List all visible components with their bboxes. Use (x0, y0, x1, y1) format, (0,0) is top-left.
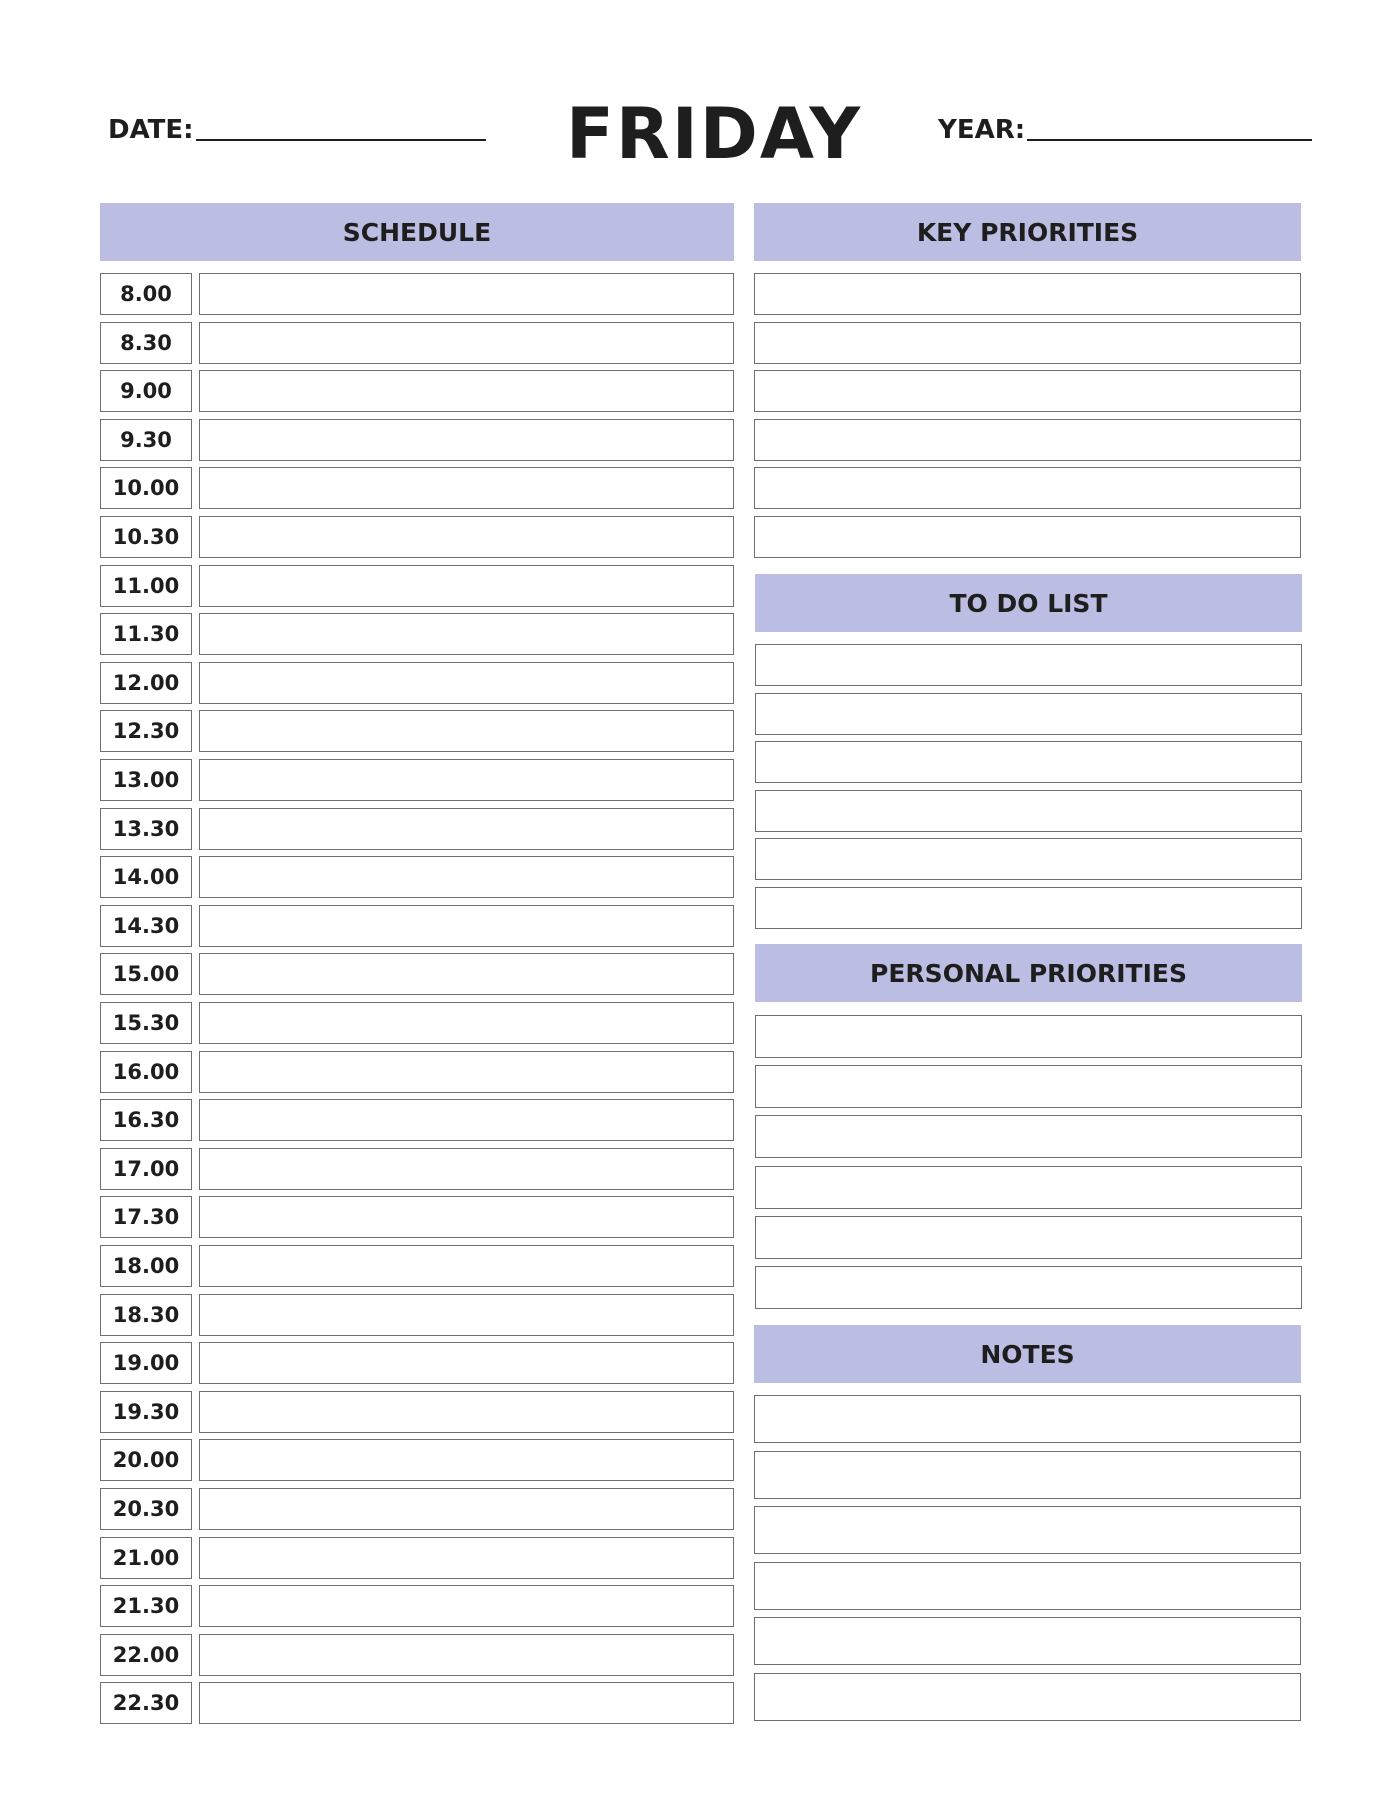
schedule-entry-box[interactable] (199, 1002, 734, 1044)
schedule-time-label: 8.30 (100, 322, 192, 364)
schedule-time-label: 14.00 (100, 856, 192, 898)
schedule-time-label: 12.30 (100, 710, 192, 752)
todo-header: TO DO LIST (755, 574, 1302, 632)
year-label: YEAR: (938, 115, 1026, 145)
schedule-entry-box[interactable] (199, 1585, 734, 1627)
notes-row[interactable] (754, 1673, 1301, 1721)
personal-priority-row[interactable] (755, 1015, 1302, 1058)
todo-row[interactable] (755, 644, 1302, 686)
schedule-time-label: 17.30 (100, 1196, 192, 1238)
schedule-time-label: 19.30 (100, 1391, 192, 1433)
day-title: FRIDAY (566, 93, 863, 175)
schedule-entry-box[interactable] (199, 1488, 734, 1530)
schedule-time-label: 15.30 (100, 1002, 192, 1044)
todo-row[interactable] (755, 693, 1302, 735)
todo-row[interactable] (755, 838, 1302, 880)
key-priority-row[interactable] (754, 322, 1301, 364)
schedule-entry-box[interactable] (199, 516, 734, 558)
schedule-entry-box[interactable] (199, 1051, 734, 1093)
schedule-time-label: 22.30 (100, 1682, 192, 1724)
schedule-entry-box[interactable] (199, 662, 734, 704)
personal-priority-row[interactable] (755, 1216, 1302, 1259)
schedule-entry-box[interactable] (199, 759, 734, 801)
schedule-entry-box[interactable] (199, 905, 734, 947)
schedule-entry-box[interactable] (199, 808, 734, 850)
key-priority-row[interactable] (754, 419, 1301, 461)
schedule-entry-box[interactable] (199, 273, 734, 315)
schedule-entry-box[interactable] (199, 613, 734, 655)
schedule-entry-box[interactable] (199, 1245, 734, 1287)
schedule-time-label: 16.00 (100, 1051, 192, 1093)
schedule-entry-box[interactable] (199, 1294, 734, 1336)
schedule-entry-box[interactable] (199, 1148, 734, 1190)
personal-priority-row[interactable] (755, 1166, 1302, 1209)
schedule-time-label: 9.00 (100, 370, 192, 412)
schedule-entry-box[interactable] (199, 419, 734, 461)
notes-header: NOTES (754, 1325, 1301, 1383)
schedule-time-label: 11.30 (100, 613, 192, 655)
schedule-entry-box[interactable] (199, 1537, 734, 1579)
todo-row[interactable] (755, 887, 1302, 929)
schedule-time-label: 18.00 (100, 1245, 192, 1287)
year-field (938, 113, 1312, 145)
date-field (108, 113, 486, 145)
schedule-time-label: 10.30 (100, 516, 192, 558)
schedule-entry-box[interactable] (199, 370, 734, 412)
schedule-time-label: 12.00 (100, 662, 192, 704)
schedule-time-label: 16.30 (100, 1099, 192, 1141)
schedule-time-label: 9.30 (100, 419, 192, 461)
key-priority-row[interactable] (754, 467, 1301, 509)
schedule-entry-box[interactable] (199, 1634, 734, 1676)
schedule-time-label: 8.00 (100, 273, 192, 315)
date-label: DATE: (108, 115, 194, 145)
year-input-line[interactable] (1027, 113, 1312, 141)
notes-row[interactable] (754, 1395, 1301, 1443)
schedule-time-label: 22.00 (100, 1634, 192, 1676)
schedule-time-label: 15.00 (100, 953, 192, 995)
key-priority-row[interactable] (754, 370, 1301, 412)
notes-row[interactable] (754, 1617, 1301, 1665)
todo-row[interactable] (755, 790, 1302, 832)
key-priorities-header: KEY PRIORITIES (754, 203, 1301, 261)
schedule-entry-box[interactable] (199, 1439, 734, 1481)
schedule-time-label: 14.30 (100, 905, 192, 947)
schedule-time-label: 20.30 (100, 1488, 192, 1530)
schedule-entry-box[interactable] (199, 467, 734, 509)
schedule-time-label: 17.00 (100, 1148, 192, 1190)
notes-row[interactable] (754, 1451, 1301, 1499)
date-input-line[interactable] (196, 113, 486, 141)
schedule-time-label: 13.00 (100, 759, 192, 801)
page-header (0, 0, 1400, 200)
schedule-entry-box[interactable] (199, 565, 734, 607)
notes-row[interactable] (754, 1506, 1301, 1554)
schedule-entry-box[interactable] (199, 1342, 734, 1384)
personal-priorities-header: PERSONAL PRIORITIES (755, 944, 1302, 1002)
key-priority-row[interactable] (754, 516, 1301, 558)
schedule-entry-box[interactable] (199, 710, 734, 752)
schedule-time-label: 21.30 (100, 1585, 192, 1627)
schedule-entry-box[interactable] (199, 1099, 734, 1141)
personal-priority-row[interactable] (755, 1266, 1302, 1309)
personal-priority-row[interactable] (755, 1115, 1302, 1158)
personal-priority-row[interactable] (755, 1065, 1302, 1108)
schedule-time-label: 20.00 (100, 1439, 192, 1481)
schedule-entry-box[interactable] (199, 322, 734, 364)
schedule-time-label: 19.00 (100, 1342, 192, 1384)
schedule-time-label: 10.00 (100, 467, 192, 509)
todo-row[interactable] (755, 741, 1302, 783)
schedule-entry-box[interactable] (199, 1682, 734, 1724)
notes-row[interactable] (754, 1562, 1301, 1610)
schedule-time-label: 18.30 (100, 1294, 192, 1336)
schedule-time-label: 13.30 (100, 808, 192, 850)
schedule-entry-box[interactable] (199, 856, 734, 898)
schedule-header: SCHEDULE (100, 203, 734, 261)
schedule-entry-box[interactable] (199, 1196, 734, 1238)
schedule-entry-box[interactable] (199, 953, 734, 995)
key-priority-row[interactable] (754, 273, 1301, 315)
schedule-time-label: 21.00 (100, 1537, 192, 1579)
schedule-entry-box[interactable] (199, 1391, 734, 1433)
schedule-time-label: 11.00 (100, 565, 192, 607)
